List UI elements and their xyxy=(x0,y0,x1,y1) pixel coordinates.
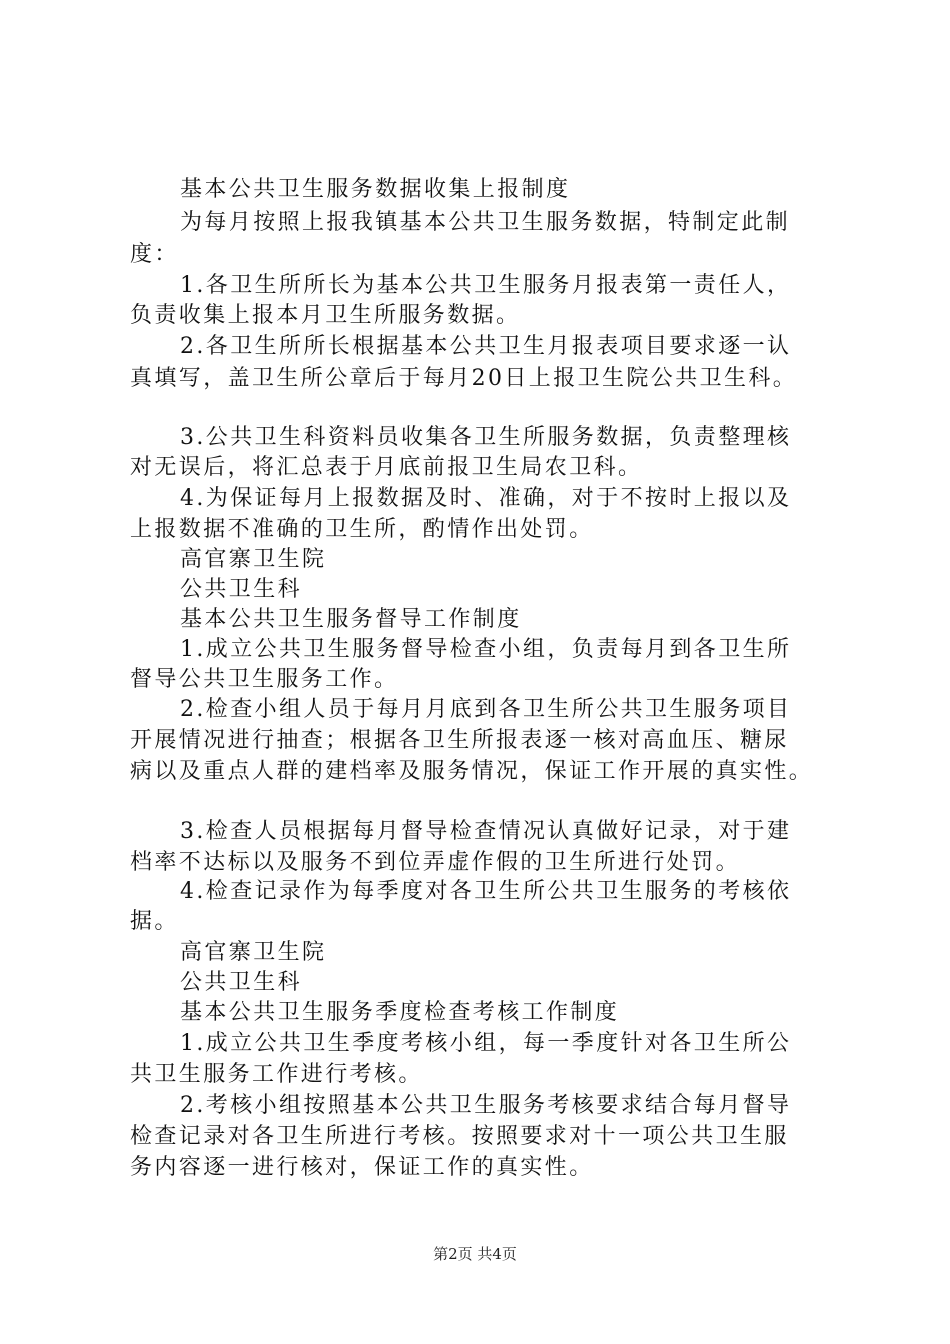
signature-dept-name: 公共卫生科 xyxy=(180,970,303,995)
heading-quarterly-assessment-system: 基本公共卫生服务季度检查考核工作制度 xyxy=(180,1000,620,1025)
heading-supervision-system: 基本公共卫生服务督导工作制度 xyxy=(180,607,522,632)
paragraph-line: 对无误后，将汇总表于月底前报卫生局农卫科。 xyxy=(130,455,643,480)
signature-dept-name: 公共卫生科 xyxy=(180,577,303,602)
paragraph-line: 为每月按照上报我镇基本公共卫生服务数据，特制定此制 xyxy=(180,210,791,235)
paragraph-line: 3.公共卫生科资料员收集各卫生所服务数据，负责整理核 xyxy=(180,425,792,450)
page-number-footer: 第2页 共4页 xyxy=(433,1245,517,1263)
paragraph-line: 务内容逐一进行核对，保证工作的真实性。 xyxy=(130,1155,594,1180)
paragraph-line: 1.成立公共卫生服务督导检查小组，负责每月到各卫生所 xyxy=(180,637,792,662)
paragraph-line: 上报数据不准确的卫生所，酌情作出处罚。 xyxy=(130,517,594,542)
paragraph-line: 2.检查小组人员于每月月底到各卫生所公共卫生服务项目 xyxy=(180,697,792,722)
paragraph-line: 真填写，盖卫生所公章后于每月20日上报卫生院公共卫生科。 xyxy=(130,366,798,391)
paragraph-line: 4.为保证每月上报数据及时、准确，对于不按时上报以及 xyxy=(180,486,792,511)
signature-org-name: 高官寨卫生院 xyxy=(180,547,327,572)
paragraph-line: 度： xyxy=(130,242,179,267)
paragraph-line: 2.考核小组按照基本公共卫生服务考核要求结合每月督导 xyxy=(180,1093,792,1118)
paragraph-line: 共卫生服务工作进行考核。 xyxy=(130,1062,423,1087)
paragraph-line: 2.各卫生所所长根据基本公共卫生月报表项目要求逐一认 xyxy=(180,334,792,359)
paragraph-line: 1.成立公共卫生季度考核小组，每一季度针对各卫生所公 xyxy=(180,1031,792,1056)
paragraph-line: 据。 xyxy=(130,909,179,934)
paragraph-line: 3.检查人员根据每月督导检查情况认真做好记录，对于建 xyxy=(180,819,792,844)
paragraph-line: 开展情况进行抽查；根据各卫生所报表逐一核对高血压、糖尿 xyxy=(130,728,789,753)
paragraph-line: 1.各卫生所所长为基本公共卫生服务月报表第一责任人， xyxy=(180,273,792,298)
paragraph-line: 检查记录对各卫生所进行考核。按照要求对十一项公共卫生服 xyxy=(130,1124,789,1149)
paragraph-line: 督导公共卫生服务工作。 xyxy=(130,667,399,692)
paragraph-line: 负责收集上报本月卫生所服务数据。 xyxy=(130,303,521,328)
heading-data-report-system: 基本公共卫生服务数据收集上报制度 xyxy=(180,177,571,202)
paragraph-line: 档率不达标以及服务不到位弄虚作假的卫生所进行处罚。 xyxy=(130,850,741,875)
paragraph-line: 病以及重点人群的建档率及服务情况，保证工作开展的真实性。 xyxy=(130,759,814,784)
paragraph-line: 4.检查记录作为每季度对各卫生所公共卫生服务的考核依 xyxy=(180,879,792,904)
signature-org-name: 高官寨卫生院 xyxy=(180,940,327,965)
